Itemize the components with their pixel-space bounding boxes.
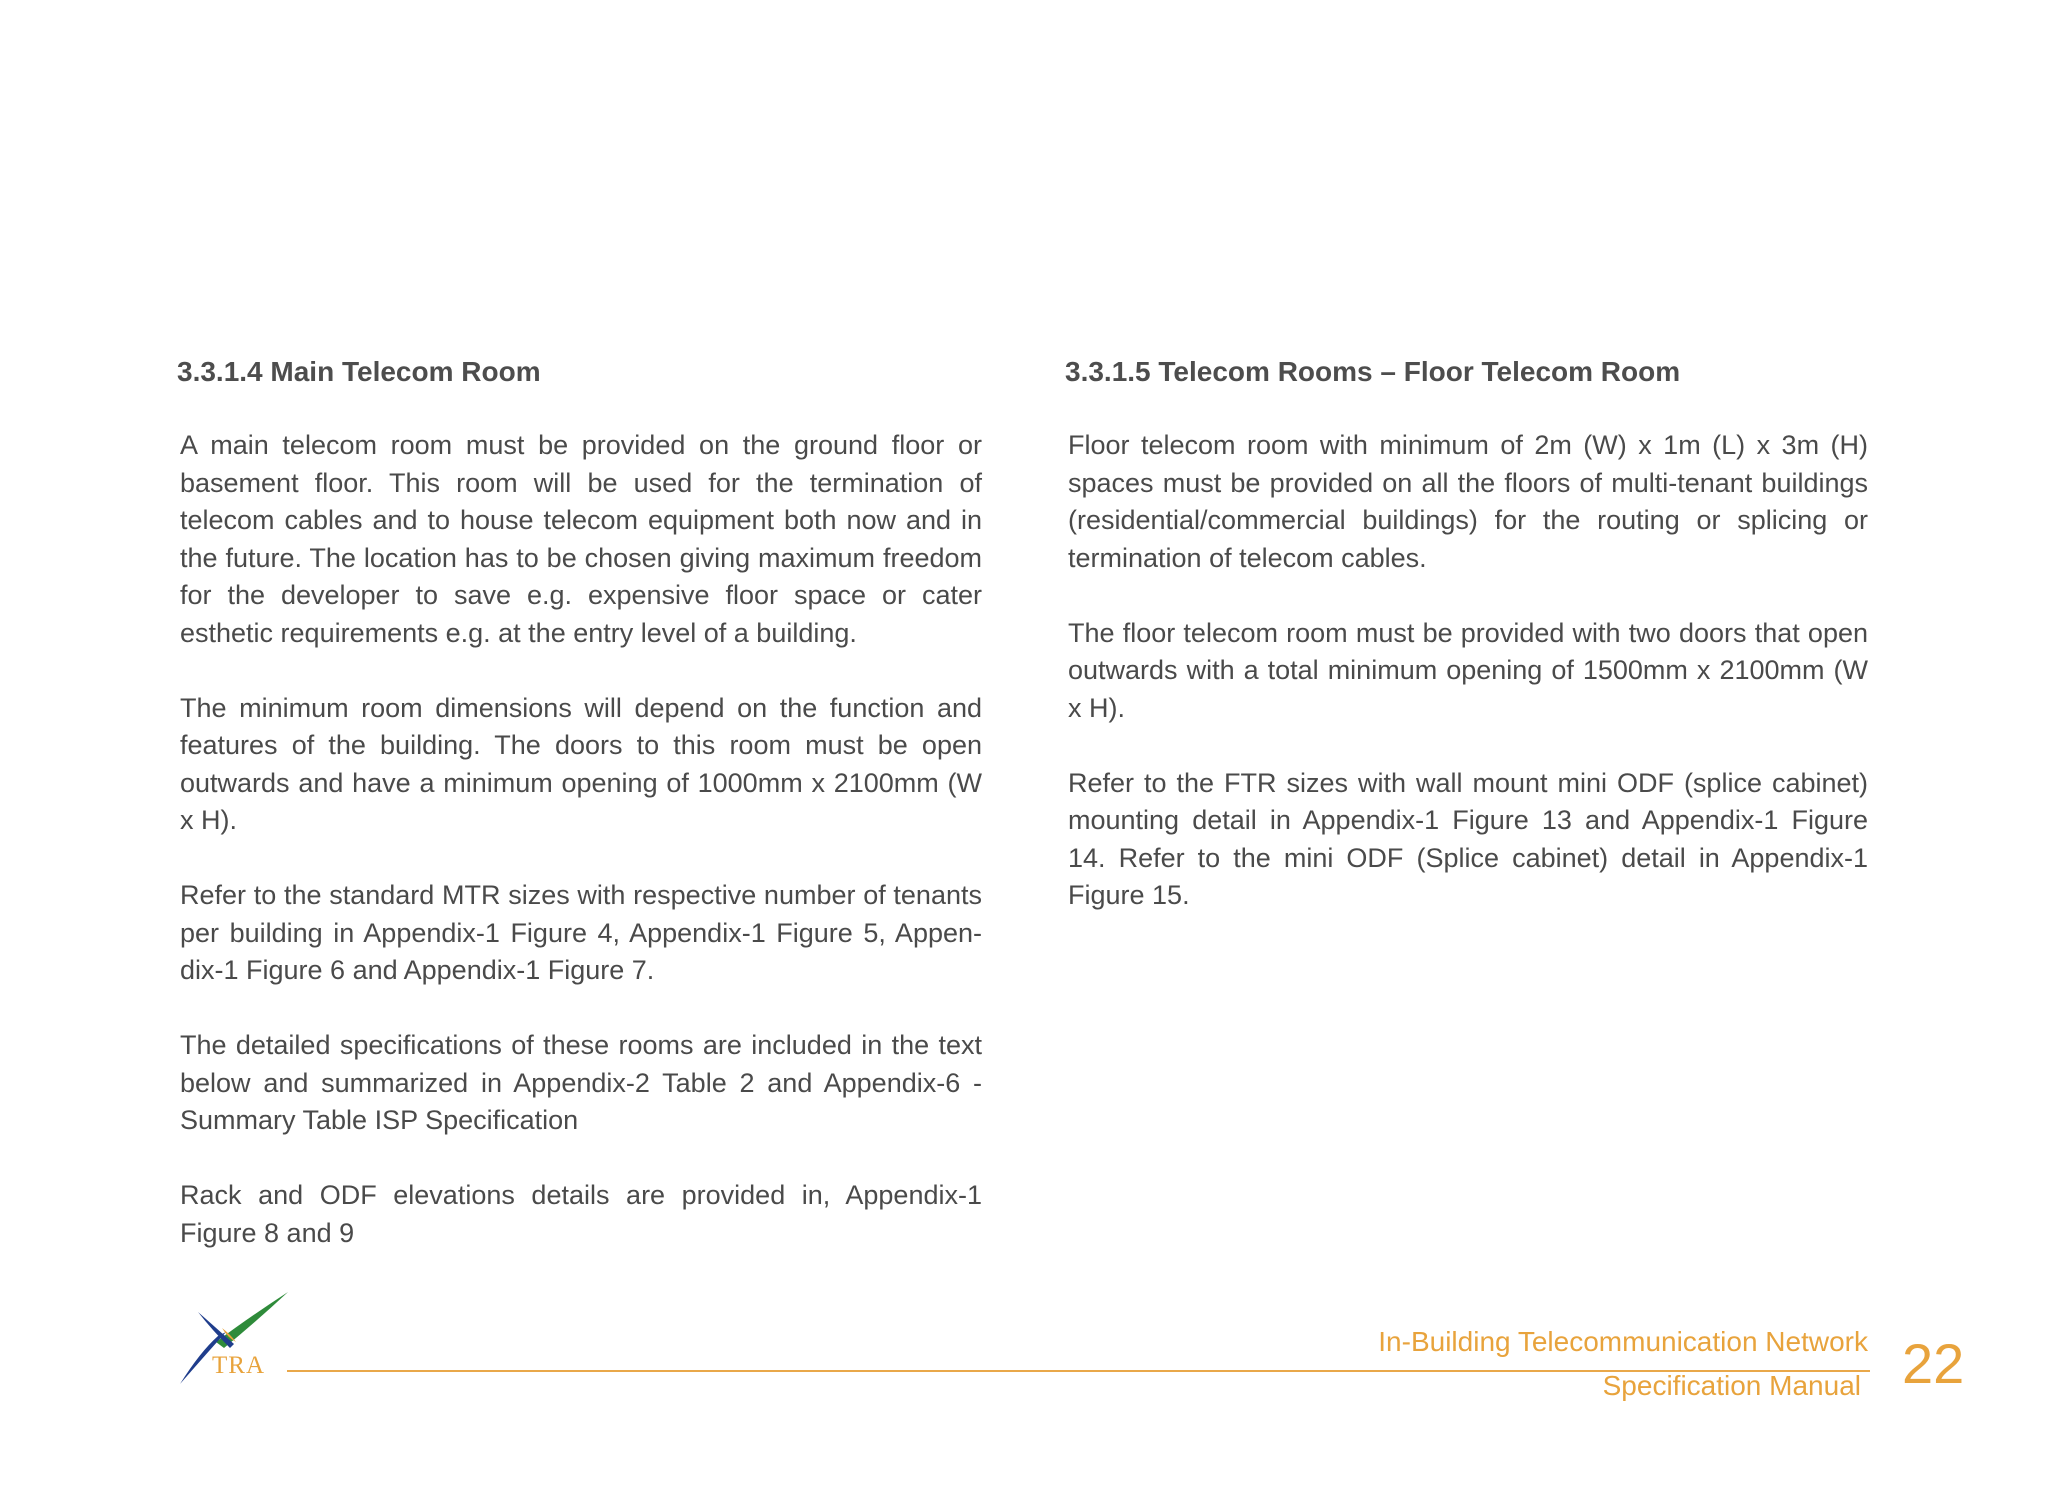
- paragraph: Rack and ODF elevations details are provided in, Appendix-1 Figure 8 and 9: [180, 1180, 982, 1248]
- paragraph: Refer to the FTR sizes with wall mount mini ODF (splice cabinet) mounting detail in Appendix-1 Figure 13 and Appendix-1 Figure 14. Refer to the mini ODF (Splice cabinet) detail in Appendix-1 Figure 15.: [1068, 767, 1868, 910]
- paragraph: A main telecom room must be provided on the ground floor or basement floor. This room will be used for the termination of telecom cables and to house telecom equipment both now and in the future. The location has to be chosen giving maximum freedom for the developer to save e.g. expensive floor space or cater esthetic requirements e.g. at the entry level of a building.: [180, 430, 982, 648]
- left-column: [177, 355, 982, 1290]
- paragraph: The detailed specifications of these rooms are included in the text below and summarized in Appendix-2 Table 2 and Appendix-6 - Summary Table ISP Specification: [180, 1030, 982, 1135]
- paragraph: The minimum room dimensions will depend on the function and features of the building. The doors to this room must be open outwards and have a minimum opening of 1000mm x 2100mm (W x H).: [180, 692, 982, 835]
- footer-title: In-Building Telecommunication Network: [1378, 1326, 1868, 1357]
- footer-subtitle: Specification Manual: [1602, 1370, 1861, 1401]
- paragraph: Refer to the standard MTR sizes with respective number of tenants per building in Appendix-1 Figure 4, Appendix-1 Figure 5, Appen-dix-1 Figure 6 and Appendix-1 Figure 7.: [180, 880, 982, 985]
- tra-logo: [178, 1290, 290, 1386]
- section-heading-floor-telecom-room: 3.3.1.5 Telecom Rooms – Floor Telecom Room: [1065, 356, 1681, 387]
- section-heading-main-telecom-room: 3.3.1.4 Main Telecom Room: [177, 356, 541, 387]
- paragraph: The floor telecom room must be provided with two doors that open outwards with a total minimum opening of 1500mm x 2100mm (W x H).: [1068, 617, 1868, 723]
- paragraph: Floor telecom room with minimum of 2m (W) x 1m (L) x 3m (H) spaces must be provided on all the floors of multi-tenant buildings (residential/commercial buildings) for the routing or splicing or termination of telecom cables.: [1068, 430, 1868, 573]
- page-number: 22: [1902, 1332, 1965, 1395]
- right-column: [1065, 355, 1868, 952]
- logo-text: TRA: [212, 1352, 265, 1379]
